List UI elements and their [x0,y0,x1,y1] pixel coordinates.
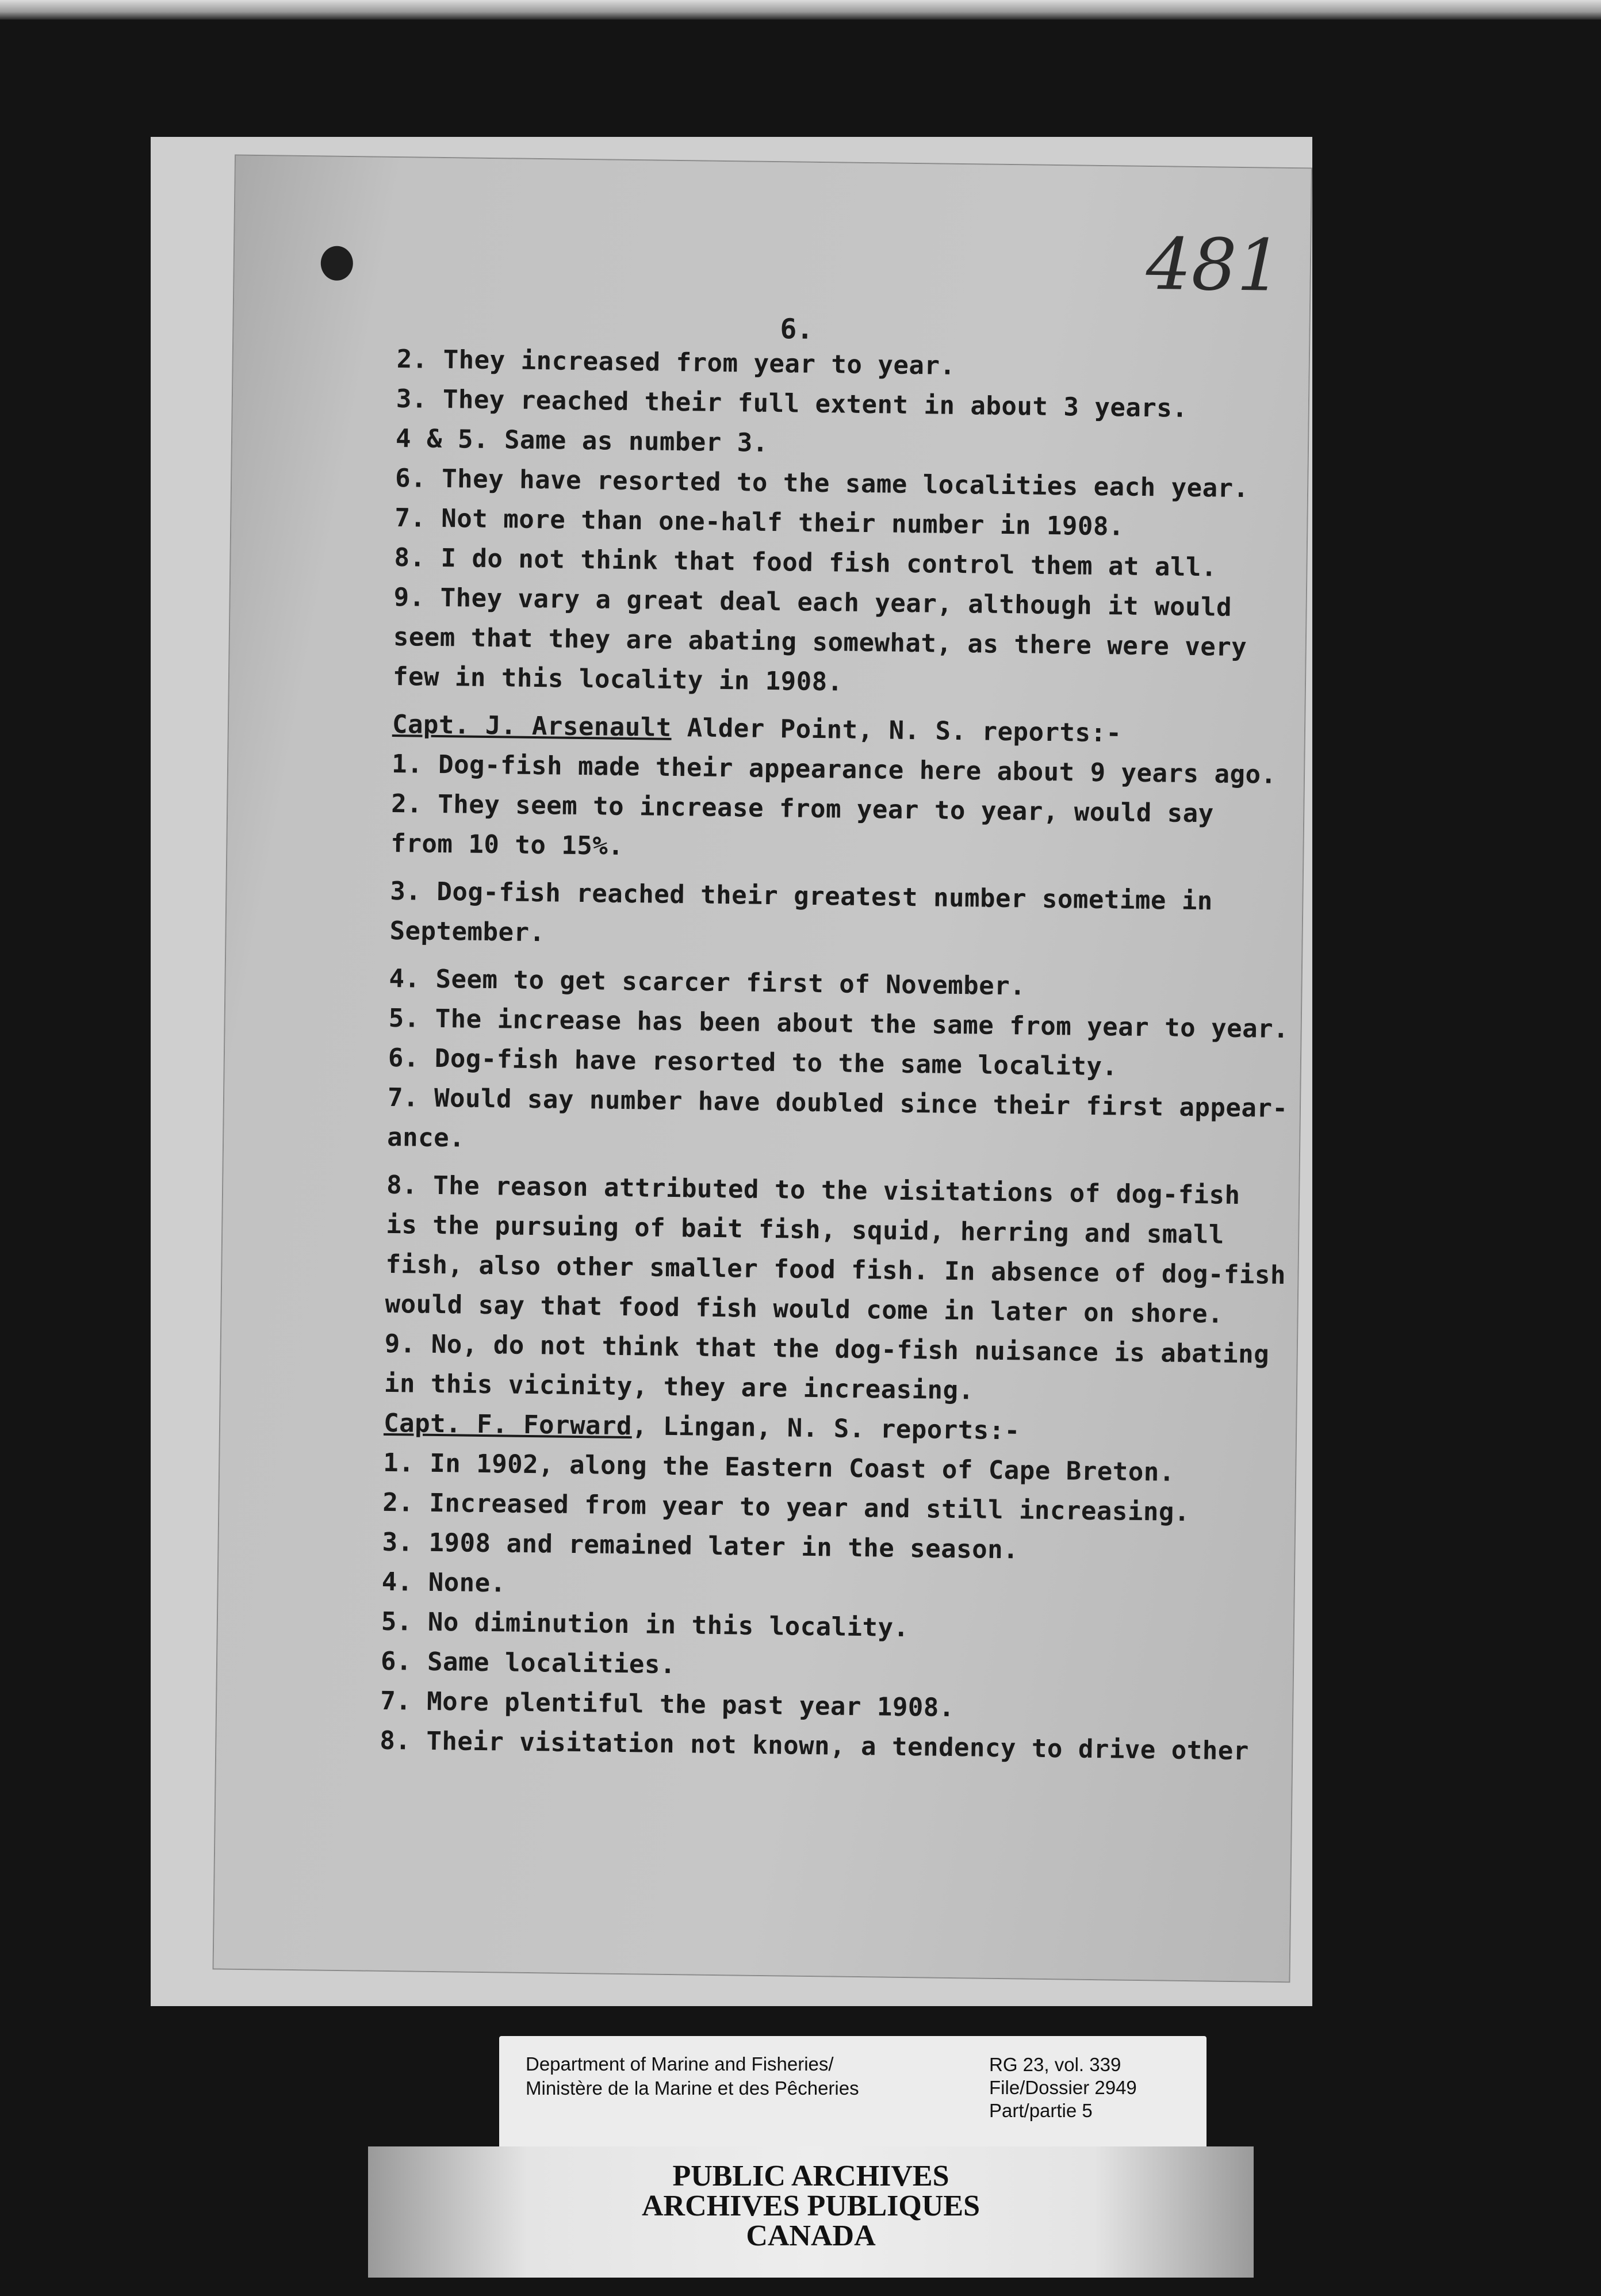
part-partie: Part/partie 5 [989,2100,1093,2121]
archives-line-country: CANADA [746,2220,876,2252]
answer-line: 6. They have resorted to the same localities each year. [394,464,1249,504]
department-names [526,2052,974,2100]
report-item: 3. 1908 and remained later in the season. [382,1527,1019,1565]
document-body [380,339,1289,1771]
report-item: 4. Seem to get scarcer first of November. [389,963,1026,1001]
report-item: 6. Same localities. [380,1646,676,1680]
report-item: 7. Would say number have doubled since their first appear- [387,1082,1288,1124]
report-item: 9. No, do not think that the dog-fish nuisance is abating [384,1329,1270,1369]
file-reference [989,2053,1196,2122]
department-en: Department of Marine and Fisheries/ [526,2053,834,2075]
answer-line: seem that they are abating somewhat, as there were very [393,622,1247,663]
archives-line-fr: ARCHIVES PUBLIQUES [641,2190,980,2222]
record-group: RG 23, vol. 339 [989,2054,1121,2075]
file-dossier: File/Dossier 2949 [989,2077,1137,2098]
answer-line: 4 & 5. Same as number 3. [395,424,769,458]
report-place: Alder Point, N. S. reports:- [671,713,1122,748]
answer-line: 2. They increased from year to year. [396,345,956,381]
report-item: 1. Dog-fish made their appearance here about 9 years ago. [391,749,1277,790]
report-item: 1. In 1902, along the Eastern Coast of Cape Breton. [383,1448,1175,1487]
public-archives-band [368,2146,1254,2278]
archive-reference-label [499,2036,1207,2157]
archives-line-en: PUBLIC ARCHIVES [672,2160,949,2192]
document-page [214,156,1311,1982]
page-number: 6. [780,313,814,346]
report-item: 7. More plentiful the past year 1908. [380,1686,955,1723]
report-item: 3. Dog-fish reached their greatest number sometime in [390,876,1213,916]
report-item: ance. [386,1122,465,1153]
public-archives-text [368,2161,1254,2251]
report-item: 5. The increase has been about the same from year to year. [388,1003,1289,1044]
archive-stamp-number: 481 [1145,223,1283,308]
report-item: 8. Their visitation not known, a tendency to drive other [380,1725,1250,1766]
punch-hole [320,246,353,281]
reporter-name: Capt. J. Arsenault [392,709,672,743]
report-item: is the pursuing of bait fish, squid, herring and small [386,1210,1225,1250]
answer-line: 9. They vary a great deal each year, although it would [393,582,1232,622]
reporter-name: Capt. F. Forward [383,1408,633,1441]
answer-line: 7. Not more than one-half their number in 1908. [394,503,1125,542]
report-item: would say that food fish would come in later on shore. [385,1289,1224,1329]
report-item: 2. They seem to increase from year to year, would say [391,789,1215,829]
department-fr: Ministère de la Marine et des Pêcheries [526,2077,859,2099]
report-place: , Lingan, N. S. reports:- [631,1411,1021,1446]
report-item: from 10 to 15%. [390,828,624,861]
answer-line: 3. They reached their full extent in about 3 years. [396,384,1188,423]
report-item: 6. Dog-fish have resorted to the same locality. [388,1043,1118,1082]
film-edge-strip [0,0,1601,20]
report-item: September. [389,916,545,948]
report-item: 4. None. [381,1567,507,1598]
answer-line: few in this locality in 1908. [392,661,843,697]
report-item: 8. The reason attributed to the visitations of dog-fish [386,1170,1240,1211]
answer-line: 8. I do not think that food fish control them at all. [394,542,1217,583]
report-item: 2. Increased from year to year and still increasing. [382,1487,1190,1528]
report-item: in this vicinity, they are increasing. [384,1368,974,1406]
report-item: 5. No diminution in this locality. [381,1606,909,1643]
report-item: fish, also other smaller food fish. In absence of dog-fish [385,1249,1286,1291]
